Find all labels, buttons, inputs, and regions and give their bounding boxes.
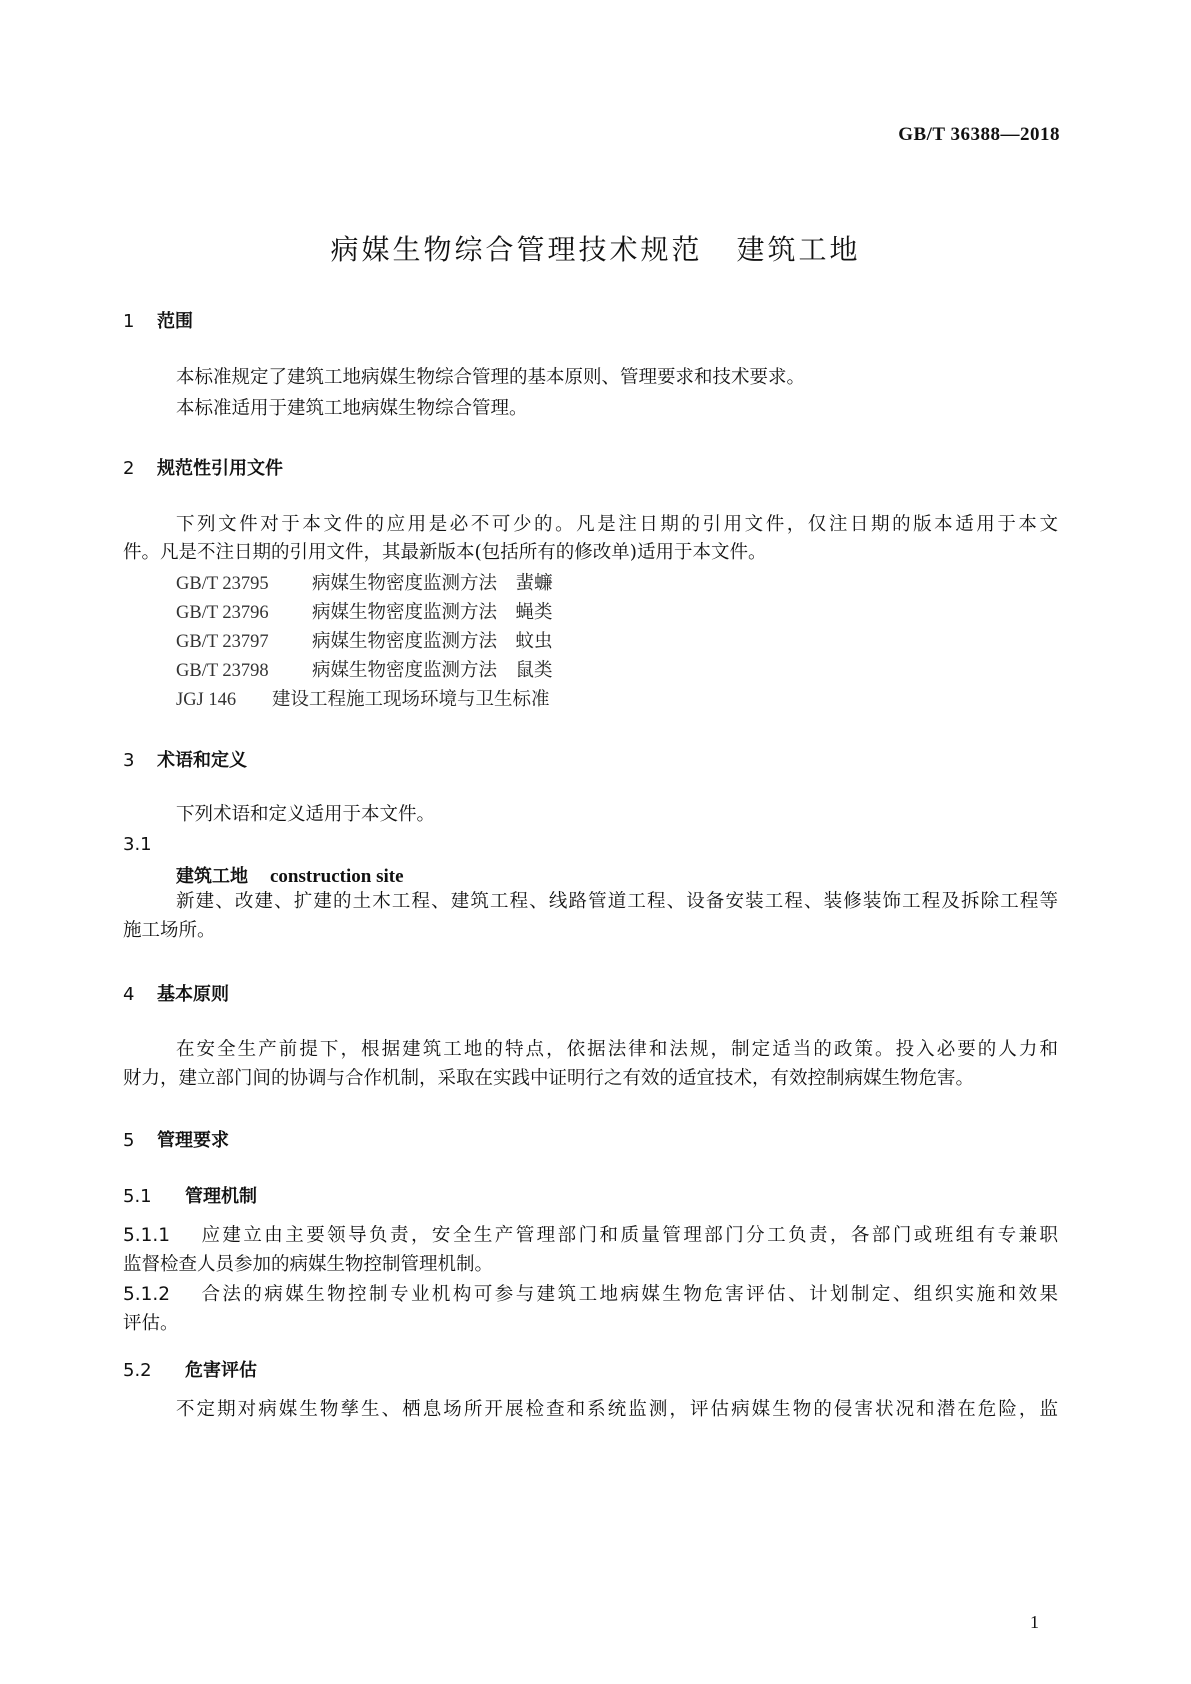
subsection-heading-5-1 xyxy=(123,1182,257,1208)
subsection-title: 危害评估 xyxy=(185,1360,257,1381)
paragraph: 施工场所。 xyxy=(123,920,216,941)
section-number: 4 xyxy=(123,984,135,1005)
section-number: 1 xyxy=(123,311,135,332)
section-heading-5 xyxy=(123,1126,229,1152)
paragraph: 评估。 xyxy=(123,1313,179,1334)
paragraph: 在安全生产前提下，根据建筑工地的特点，依据法律和法规，制定适当的政策。投入必要的人力和 xyxy=(176,1039,1058,1060)
clause-text: 合法的病媒生物控制专业机构可参与建筑工地病媒生物危害评估、计划制定、组织实施和效果 xyxy=(199,1284,1058,1305)
section-heading-2 xyxy=(123,454,283,480)
reference-item xyxy=(176,627,553,653)
reference-item xyxy=(176,569,553,595)
clause-number: 5.1.1 xyxy=(123,1225,171,1246)
paragraph: 监督检查人员参加的病媒生物控制管理机制。 xyxy=(123,1254,494,1275)
section-heading-3 xyxy=(123,746,247,772)
clause-5-1-2 xyxy=(123,1279,1058,1311)
title-sub: 建筑工地 xyxy=(736,233,861,266)
reference-title: 病媒生物密度监测方法 蝇类 xyxy=(312,602,553,623)
standard-code: GB/T 36388—2018 xyxy=(898,124,1060,145)
paragraph: 下列术语和定义适用于本文件。 xyxy=(176,804,436,825)
paragraph: 本标准适用于建筑工地病媒生物综合管理。 xyxy=(176,398,528,419)
title-main: 病媒生物综合管理技术规范 xyxy=(330,233,703,266)
section-heading-1 xyxy=(123,307,193,333)
reference-title: 建设工程施工现场环境与卫生标准 xyxy=(272,689,550,710)
subsection-number: 5.2 xyxy=(123,1360,152,1381)
reference-item xyxy=(176,598,553,624)
reference-code: GB/T 23796 xyxy=(176,603,269,623)
section-number: 2 xyxy=(123,458,135,479)
reference-item xyxy=(176,685,550,711)
section-title: 基本原则 xyxy=(157,984,229,1005)
paragraph: 不定期对病媒生物孳生、栖息场所开展检查和系统监测，评估病媒生物的侵害状况和潜在危险，监 xyxy=(176,1399,1058,1420)
term-chinese: 建筑工地 xyxy=(176,866,248,887)
reference-code: GB/T 23795 xyxy=(176,574,269,594)
section-number: 3 xyxy=(123,750,135,771)
subsection-heading-5-2 xyxy=(123,1356,257,1382)
section-title: 规范性引用文件 xyxy=(157,458,283,479)
page-title xyxy=(0,228,1191,268)
paragraph: 财力，建立部门间的协调与合作机制，采取在实践中证明行之有效的适宜技术，有效控制病媒生物危害。 xyxy=(123,1068,975,1089)
subsection-number: 5.1 xyxy=(123,1186,152,1207)
section-number: 5 xyxy=(123,1130,135,1151)
reference-code: GB/T 23798 xyxy=(176,661,269,681)
reference-title: 病媒生物密度监测方法 蚊虫 xyxy=(312,631,553,652)
term-number: 3.1 xyxy=(123,834,152,855)
section-title: 术语和定义 xyxy=(157,750,247,771)
clause-text: 应建立由主要领导负责，安全生产管理部门和质量管理部门分工负责，各部门或班组有专兼职 xyxy=(199,1225,1058,1246)
section-title: 管理要求 xyxy=(157,1130,229,1151)
clause-5-1-1 xyxy=(123,1220,1058,1252)
subsection-title: 管理机制 xyxy=(185,1186,257,1207)
section-title: 范围 xyxy=(157,311,193,332)
paragraph: 下列文件对于本文件的应用是必不可少的。凡是注日期的引用文件，仅注日期的版本适用于本文 xyxy=(176,514,1058,535)
reference-title: 病媒生物密度监测方法 蜚蠊 xyxy=(312,573,553,594)
paragraph: 本标准规定了建筑工地病媒生物综合管理的基本原则、管理要求和技术要求。 xyxy=(176,367,806,388)
reference-code: GB/T 23797 xyxy=(176,632,269,652)
section-heading-4 xyxy=(123,980,229,1006)
clause-number: 5.1.2 xyxy=(123,1284,171,1305)
reference-item xyxy=(176,656,553,682)
page-number: 1 xyxy=(1030,1612,1039,1632)
reference-code: JGJ 146 xyxy=(176,690,237,710)
term-english: construction site xyxy=(270,866,404,887)
reference-title: 病媒生物密度监测方法 鼠类 xyxy=(312,660,553,681)
term-entry xyxy=(176,862,404,888)
paragraph: 件。凡是不注日期的引用文件，其最新版本(包括所有的修改单)适用于本文件。 xyxy=(123,542,767,563)
paragraph: 新建、改建、扩建的土木工程、建筑工程、线路管道工程、设备安装工程、装修装饰工程及拆除工程等 xyxy=(176,891,1058,912)
